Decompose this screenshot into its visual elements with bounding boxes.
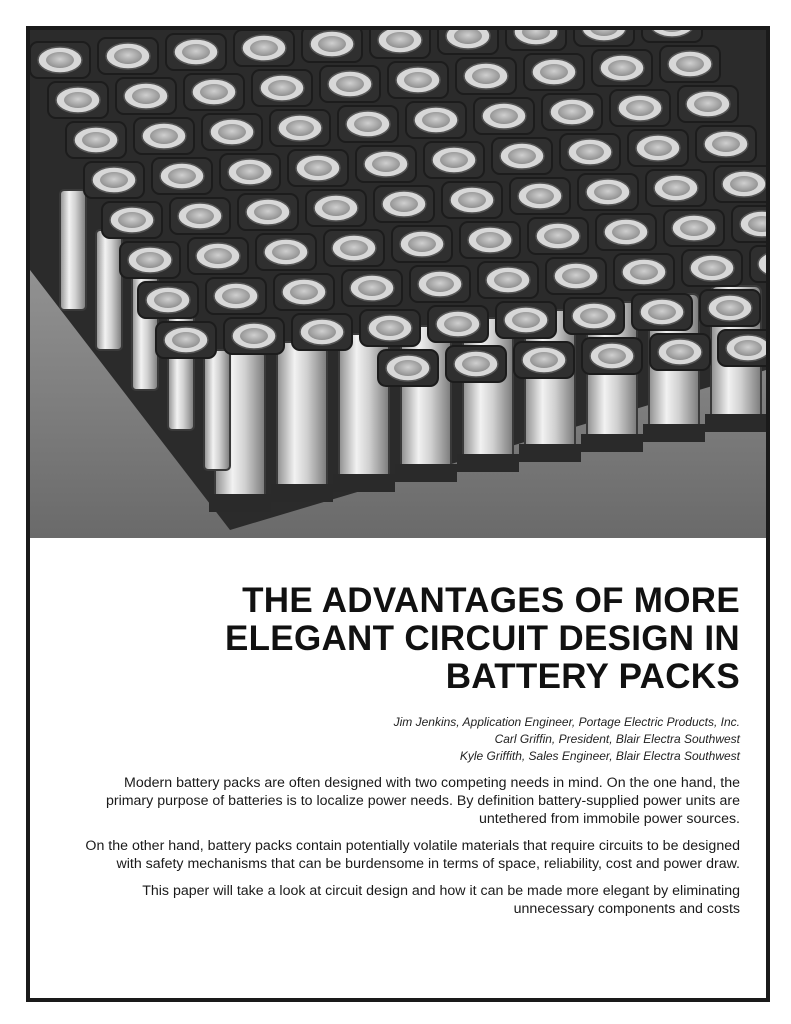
- cell-cap: [238, 194, 298, 230]
- cell-cap: [356, 146, 416, 182]
- cell-cap: [660, 46, 720, 82]
- cell-cap: [134, 118, 194, 154]
- cell-cap: [696, 126, 756, 162]
- cell-cap: [650, 334, 710, 370]
- cell-cap: [224, 318, 284, 354]
- cell-cap: [156, 322, 216, 358]
- cell-cap: [120, 242, 180, 278]
- cell-cap: [66, 122, 126, 158]
- cell-cap: [610, 90, 670, 126]
- cell-cap: [274, 274, 334, 310]
- cell-cap: [578, 174, 638, 210]
- cell-cap: [406, 102, 466, 138]
- cell-cap: [388, 62, 448, 98]
- cell-cap: [306, 190, 366, 226]
- cell-cap: [628, 130, 688, 166]
- cell-cap: [428, 306, 488, 342]
- cell-cap: [234, 30, 294, 66]
- cell-cap: [270, 110, 330, 146]
- cell-cap: [342, 270, 402, 306]
- cell-cap: [678, 86, 738, 122]
- cell-cap: [288, 150, 348, 186]
- cell-cap: [84, 162, 144, 198]
- cell-cap: [592, 50, 652, 86]
- cell-cap: [546, 258, 606, 294]
- cell-cap: [574, 30, 634, 46]
- cell-cap: [220, 154, 280, 190]
- cell-cap: [564, 298, 624, 334]
- cell-cap: [542, 94, 602, 130]
- cell-cap: [642, 30, 702, 42]
- cell-cap: [442, 182, 502, 218]
- battery-cell: [96, 230, 122, 350]
- cell-cap: [664, 210, 724, 246]
- cell-cap: [170, 198, 230, 234]
- author-entry: Jim Jenkins, Application Engineer, Portage Electric Products, Inc.: [393, 715, 740, 729]
- cell-cap: [456, 58, 516, 94]
- title-line: BATTERY PACKS: [445, 657, 740, 696]
- battery-cell: [271, 342, 333, 502]
- cell-cap: [102, 202, 162, 238]
- cell-cap: [378, 350, 438, 386]
- cell-cap: [492, 138, 552, 174]
- cell-cap: [424, 142, 484, 178]
- battery-pack-image: [30, 30, 766, 538]
- cell-cap: [524, 54, 584, 90]
- paragraph: On the other hand, battery packs contain potentially volatile materials that require circuits to be designed with safety mechanisms that can be burdensome in terms of space, reliability, cost and power draw.: [85, 838, 740, 872]
- cell-cap: [374, 186, 434, 222]
- cell-cap: [510, 178, 570, 214]
- cell-cap: [750, 246, 766, 282]
- cell-cap: [714, 166, 766, 202]
- battery-pack-illustration: [30, 30, 766, 538]
- cell-cap: [320, 66, 380, 102]
- cell-cap: [682, 250, 742, 286]
- cell-cap: [360, 310, 420, 346]
- cell-cap: [646, 170, 706, 206]
- cell-cap: [732, 206, 766, 242]
- cell-cap: [496, 302, 556, 338]
- title-line: THE ADVANTAGES OF MORE: [242, 581, 740, 620]
- cell-cap: [206, 278, 266, 314]
- cell-cap: [460, 222, 520, 258]
- author-entry: Kyle Griffith, Sales Engineer, Blair Electra Southwest: [459, 749, 740, 763]
- cell-cap: [392, 226, 452, 262]
- cell-cap: [506, 30, 566, 50]
- author-list: [140, 714, 740, 765]
- cell-cap: [474, 98, 534, 134]
- cell-cap: [252, 70, 312, 106]
- document-title: [100, 582, 740, 696]
- cell-cap: [48, 82, 108, 118]
- author-entry: Carl Griffin, President, Blair Electra Southwest: [494, 732, 740, 746]
- cell-cap: [116, 78, 176, 114]
- cell-cap: [292, 314, 352, 350]
- battery-cell: [204, 350, 230, 470]
- cell-cap: [438, 30, 498, 54]
- cell-cap: [596, 214, 656, 250]
- cell-cap: [256, 234, 316, 270]
- cell-cap: [202, 114, 262, 150]
- cell-cap: [166, 34, 226, 70]
- cell-cap: [700, 290, 760, 326]
- title-line: ELEGANT CIRCUIT DESIGN IN: [224, 619, 740, 658]
- cell-cap: [446, 346, 506, 382]
- paragraph: This paper will take a look at circuit design and how it can be made more elegant by eliminating unnecessary components and costs: [142, 883, 740, 917]
- cell-cap: [410, 266, 470, 302]
- paragraph: Modern battery packs are often designed with two competing needs in mind. On the one hand, the primary purpose of batteries is to localize power needs. By definition battery-supplied power units are untethered from immobile power sources.: [105, 775, 740, 827]
- cell-cap: [528, 218, 588, 254]
- cell-cap: [184, 74, 244, 110]
- cell-cap: [98, 38, 158, 74]
- page-frame: [26, 26, 770, 1002]
- abstract-text: [80, 774, 740, 927]
- cell-cap: [324, 230, 384, 266]
- cell-cap: [514, 342, 574, 378]
- cell-cap: [478, 262, 538, 298]
- cell-cap: [718, 330, 766, 366]
- cell-cap: [560, 134, 620, 170]
- cell-cap: [370, 30, 430, 58]
- cell-cap: [188, 238, 248, 274]
- cell-cap: [582, 338, 642, 374]
- cell-cap: [30, 42, 90, 78]
- cell-cap: [302, 30, 362, 62]
- cell-cap: [152, 158, 212, 194]
- cell-cap: [614, 254, 674, 290]
- cell-cap: [632, 294, 692, 330]
- cell-cap: [138, 282, 198, 318]
- battery-cell: [60, 190, 86, 310]
- cell-cap: [338, 106, 398, 142]
